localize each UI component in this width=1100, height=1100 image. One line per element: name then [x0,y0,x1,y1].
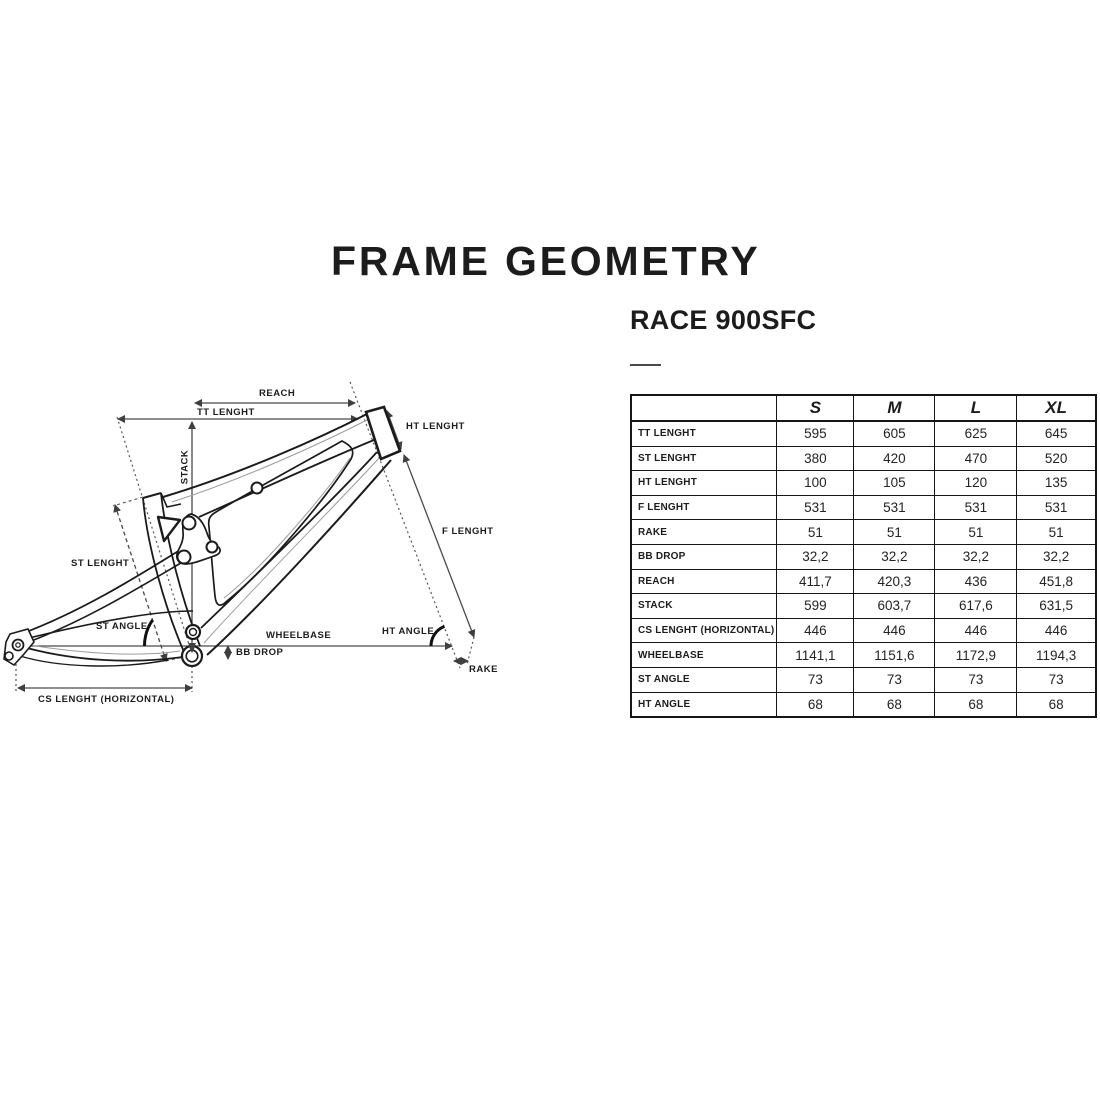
table-row [631,692,1096,717]
label-reach: REACH [259,388,296,399]
value-cell: 32,2 [777,544,854,569]
value-cell: 1151,6 [854,643,935,668]
size-header-m: M [854,395,935,421]
table-row [631,569,1096,594]
value-cell: 531 [854,495,935,520]
value-cell: 411,7 [777,569,854,594]
pivot-lower [178,551,191,564]
row-label: ST LENGHT [631,446,777,471]
value-cell: 595 [777,421,854,446]
model-underline [630,364,661,366]
label-tt-lenght: TT LENGHT [197,407,255,418]
row-label: ST ANGLE [631,667,777,692]
row-label: HT ANGLE [631,692,777,717]
seat-tube-top [143,493,161,498]
hanger-bolt [5,652,13,660]
value-cell: 1141,1 [777,643,854,668]
label-f-lenght: F LENGHT [442,526,494,537]
table-row [631,446,1096,471]
size-header-l: L [935,395,1017,421]
linkage-triangle [158,517,180,541]
table-row [631,594,1096,619]
geometry-table [630,394,1097,718]
label-cs-lenght: CS LENGHT (HORIZONTAL) [38,694,175,705]
size-header-s: S [777,395,854,421]
table-row [631,618,1096,643]
value-cell: 645 [1017,421,1096,446]
page-title: FRAME GEOMETRY [331,238,761,284]
shock-mount [186,625,200,639]
value-cell: 436 [935,569,1017,594]
value-cell: 446 [1017,618,1096,643]
value-cell: 451,8 [1017,569,1096,594]
row-label: WHEELBASE [631,643,777,668]
table-row [631,520,1096,545]
value-cell: 603,7 [854,594,935,619]
row-label: BB DROP [631,544,777,569]
value-cell: 617,6 [935,594,1017,619]
label-ht-lenght: HT LENGHT [406,421,465,432]
value-cell: 446 [935,618,1017,643]
table-row [631,471,1096,496]
value-cell: 1172,9 [935,643,1017,668]
value-cell: 135 [1017,471,1096,496]
table-row [631,643,1096,668]
value-cell: 51 [777,520,854,545]
suspension-linkage [158,483,263,667]
model-name: RACE 900SFC [630,305,817,335]
size-header-row [631,395,1096,421]
value-cell: 73 [777,667,854,692]
corner-cell [631,395,777,421]
label-wheelbase: WHEELBASE [266,630,332,641]
row-label: HT LENGHT [631,471,777,496]
value-cell: 605 [854,421,935,446]
pivot-upper [183,517,196,530]
st-line [115,505,166,661]
rear-axle [13,640,24,651]
down-tube-lower [207,460,391,655]
value-cell: 625 [935,421,1017,446]
value-cell: 420,3 [854,569,935,594]
front-triangle [143,407,400,655]
row-label: RAKE [631,520,777,545]
value-cell: 105 [854,471,935,496]
row-label: STACK [631,594,777,619]
value-cell: 380 [777,446,854,471]
fork-line [404,455,474,637]
value-cell: 420 [854,446,935,471]
value-cell: 470 [935,446,1017,471]
value-cell: 51 [935,520,1017,545]
value-cell: 32,2 [854,544,935,569]
size-header-xl: XL [1017,395,1096,421]
chainstay-bottom [27,648,183,661]
value-cell: 599 [777,594,854,619]
value-cell: 1194,3 [1017,643,1096,668]
value-cell: 68 [854,692,935,717]
value-cell: 446 [777,618,854,643]
value-cell: 32,2 [1017,544,1096,569]
label-st-lenght: ST LENGHT [71,558,130,569]
label-stack: STACK [179,449,191,485]
table-row [631,421,1096,446]
label-ht-angle: HT ANGLE [382,626,435,637]
value-cell: 531 [1017,495,1096,520]
value-cell: 73 [854,667,935,692]
value-cell: 68 [935,692,1017,717]
value-cell: 520 [1017,446,1096,471]
row-label: CS LENGHT (HORIZONTAL) [631,618,777,643]
down-tube-inner [204,456,381,643]
table-row [631,667,1096,692]
value-cell: 73 [1017,667,1096,692]
label-st-angle: ST ANGLE [96,621,148,632]
frame-window [209,441,353,605]
measure-lines [8,403,474,688]
value-cell: 100 [777,471,854,496]
value-cell: 51 [854,520,935,545]
value-cell: 51 [1017,520,1096,545]
table-row [631,495,1096,520]
value-cell: 32,2 [935,544,1017,569]
value-cell: 68 [1017,692,1096,717]
table-row [631,544,1096,569]
row-label: F LENGHT [631,495,777,520]
label-bb-drop: BB DROP [236,647,284,658]
value-cell: 73 [935,667,1017,692]
row-label: TT LENGHT [631,421,777,446]
top-tube-inner [172,419,369,502]
value-cell: 120 [935,471,1017,496]
row-label: REACH [631,569,777,594]
value-cell: 446 [854,618,935,643]
top-tube-port [252,483,263,494]
value-cell: 531 [777,495,854,520]
pivot-right [207,542,218,553]
value-cell: 531 [935,495,1017,520]
value-cell: 631,5 [1017,594,1096,619]
value-cell: 68 [777,692,854,717]
label-rake: RAKE [469,664,498,675]
rake-offset-line [467,637,474,665]
